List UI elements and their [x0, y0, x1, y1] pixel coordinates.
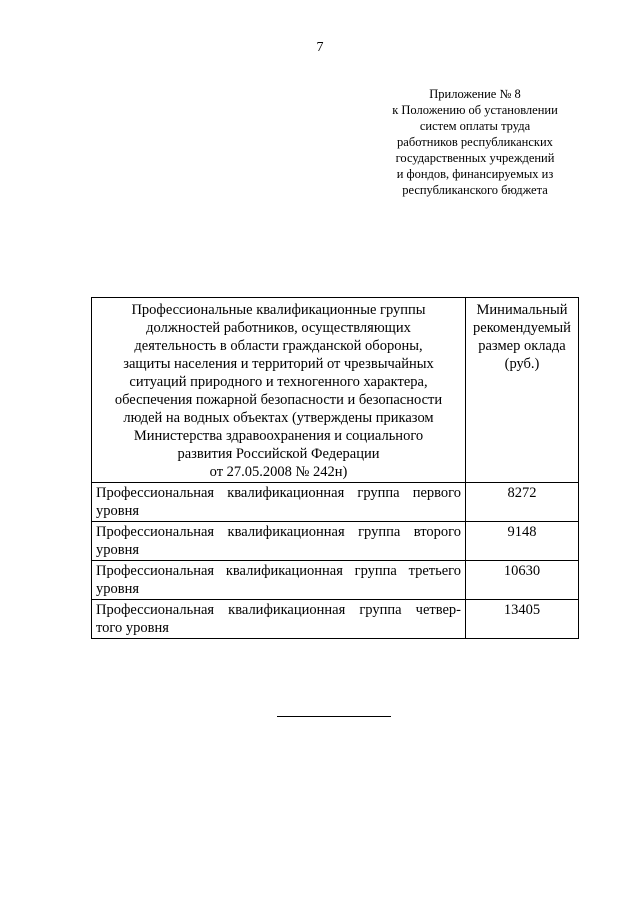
header-line: (руб.) — [504, 356, 540, 372]
header-line: деятельность в области гражданской обороны, — [134, 338, 423, 354]
annex-line: и фондов, финансируемых из — [396, 167, 554, 181]
annex-line: Приложение № 8 — [429, 87, 521, 101]
group-name-cell — [92, 522, 466, 561]
annex-line: работников республиканских — [397, 135, 553, 149]
table-row — [92, 522, 579, 561]
header-line: Минимальный — [476, 302, 568, 318]
group-name-cell — [92, 600, 466, 639]
header-line: размер оклада — [478, 338, 566, 354]
header-line: развития Российской Федерации — [177, 446, 380, 462]
salary-amount-cell: 10630 — [466, 561, 579, 600]
group-name-line: Профессиональная квалификационная группа первого — [96, 485, 461, 501]
header-line: Профессиональные квалификационные группы — [131, 302, 426, 318]
table-row — [92, 600, 579, 639]
salary-table — [91, 297, 579, 639]
header-line: должностей работников, осуществляющих — [146, 320, 411, 336]
header-qualification-groups — [92, 298, 466, 483]
group-name-cell — [92, 483, 466, 522]
annex-line: к Положению об установлении — [392, 103, 558, 117]
group-name-line: уровня — [96, 542, 140, 558]
annex-line: систем оплаты труда — [419, 119, 531, 133]
header-line: Министерства здравоохранения и социального — [133, 428, 424, 444]
salary-amount-cell: 8272 — [466, 483, 579, 522]
group-name-line: Профессиональная квалификационная группа четвер- — [96, 602, 461, 618]
group-name-line: Профессиональная квалификационная группа второго — [96, 524, 461, 540]
annex-line: республиканского бюджета — [402, 183, 548, 197]
group-name-line: Профессиональная квалификационная группа третьего — [96, 563, 461, 579]
salary-amount-cell: 13405 — [466, 600, 579, 639]
page-number: 7 — [316, 40, 324, 55]
group-name-cell — [92, 561, 466, 600]
annex-line: государственных учреждений — [395, 151, 555, 165]
table-header-row — [92, 298, 579, 483]
header-line: от 27.05.2008 № 242н) — [209, 464, 348, 480]
header-line: рекомендуемый — [473, 320, 571, 336]
group-name-line: уровня — [96, 581, 140, 597]
annex-header — [370, 86, 580, 198]
table-row — [92, 561, 579, 600]
header-line: обеспечения пожарной безопасности и безопасности — [114, 392, 443, 408]
table-row — [92, 483, 579, 522]
salary-amount-cell: 9148 — [466, 522, 579, 561]
header-line: защиты населения и территорий от чрезвычайных — [123, 356, 434, 372]
header-line: ситуаций природного и техногенного характера, — [129, 374, 428, 390]
group-name-line: уровня — [96, 503, 140, 519]
header-line: людей на водных объектах (утверждены приказом — [123, 410, 434, 426]
closing-rule — [277, 716, 391, 717]
header-min-salary — [466, 298, 579, 483]
group-name-line: того уровня — [96, 620, 169, 636]
